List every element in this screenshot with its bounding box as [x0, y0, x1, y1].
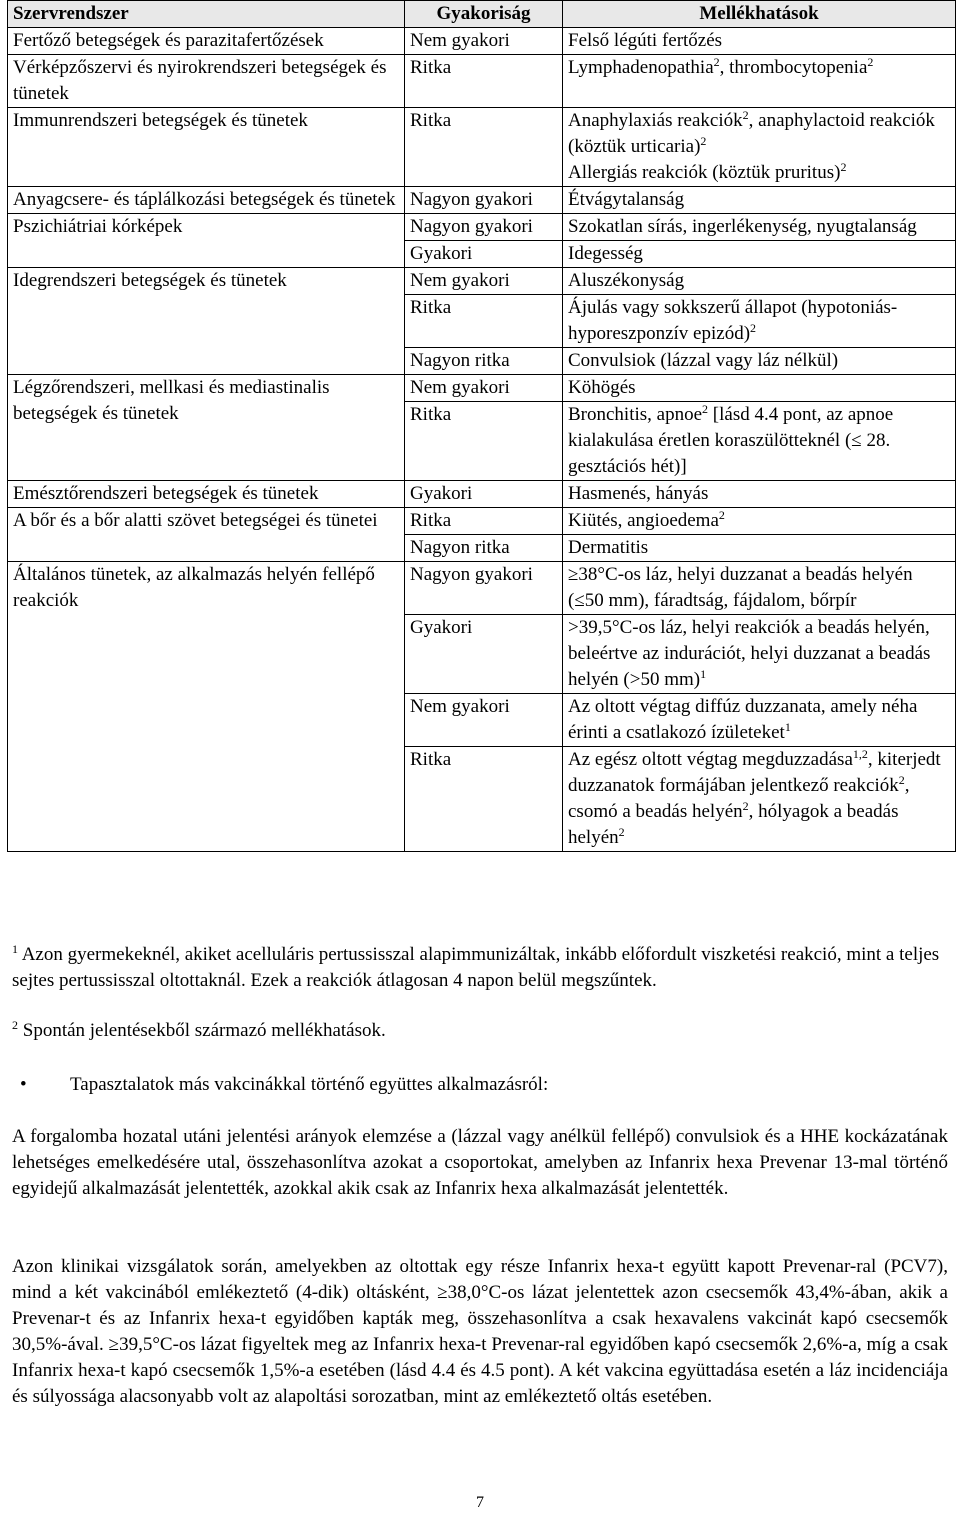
- footnote-ref: 1: [700, 667, 707, 681]
- frequency-cell: Ritka: [405, 508, 563, 535]
- footnote-ref: 2: [742, 108, 749, 122]
- effect-cell: Dermatitis: [563, 535, 956, 562]
- effect-text: , hólyagok a beadás helyén: [568, 801, 899, 848]
- effect-text: , thrombocytopenia: [719, 57, 868, 78]
- footnote-text: Spontán jelentésekből származó mellékhatások.: [18, 1020, 386, 1041]
- organ-cell: Anyagcsere- és táplálkozási betegségek és tünetek: [8, 187, 405, 214]
- table-row: [8, 55, 956, 108]
- footnote-ref: 2: [700, 134, 707, 148]
- organ-cell: Fertőző betegségek és parazitafertőzések: [8, 28, 405, 55]
- paragraph-1: A forgalomba hozatal utáni jelentési arányok elemzése a (lázzal vagy anélkül fellépő) convulsiok és a HHE kockázatának lehetséges emelkedésére utal, összehasonlítva azokat a csoportokat, amelyben az Infanrix hexa Prevenar 13-mal történő egyidejű alkalmazását jelentették, azokkal akik csak az Infanrix hexa alkalmazását jelentették.: [12, 1126, 948, 1199]
- frequency-cell: Ritka: [405, 295, 563, 348]
- organ-cell: Vérképzőszervi és nyirokrendszeri betegségek és tünetek: [8, 55, 405, 108]
- frequency-cell: Nagyon gyakori: [405, 214, 563, 241]
- effect-text: , anaphylactoid reakciók (köztük urticaria): [568, 110, 935, 157]
- table-row: [8, 268, 956, 295]
- frequency-cell: Gyakori: [405, 481, 563, 508]
- frequency-cell: Ritka: [405, 747, 563, 852]
- effect-text: , csomó a beadás helyén: [568, 775, 910, 822]
- effect-text: Az egész oltott végtag megduzzadása: [568, 749, 853, 770]
- footnote-2: [12, 1018, 948, 1044]
- footnote-ref: 2: [742, 799, 749, 813]
- table-row: [8, 562, 956, 615]
- effect-text: Ájulás vagy sokkszerű állapot (hypotoniás-hyporeszponzív epizód): [568, 297, 898, 344]
- effect-cell: Hasmenés, hányás: [563, 481, 956, 508]
- effect-text: Allergiás reakciók (köztük pruritus): [568, 162, 841, 183]
- footnote-text: Azon gyermekeknél, akiket acelluláris pertussisszal alapimmunizáltak, inkább előfordult viszketési reakció, mint a teljes sejtes pertussisszal oltottaknál. Ezek a reakciók átlagosan 4 napon belül megszűntek.: [12, 944, 940, 991]
- frequency-cell: Nagyon gyakori: [405, 562, 563, 615]
- footnote-ref: 2: [840, 160, 847, 174]
- footnote-ref: 2: [718, 508, 725, 522]
- footnote-ref: 1,2: [852, 747, 868, 761]
- footnote-ref: 2: [713, 55, 720, 69]
- table-row: [8, 187, 956, 214]
- header-organ-system: Szervrendszer: [8, 1, 405, 28]
- frequency-cell: Nem gyakori: [405, 694, 563, 747]
- table-row: [8, 508, 956, 535]
- footnote-ref: 2: [867, 55, 874, 69]
- table-header-row: [8, 1, 956, 28]
- effect-cell: Convulsiok (lázzal vagy láz nélkül): [563, 348, 956, 375]
- frequency-cell: Nagyon ritka: [405, 535, 563, 562]
- footnote-ref: 2: [750, 321, 757, 335]
- effect-text: Bronchitis, apnoe: [568, 404, 703, 425]
- effect-cell: Idegesség: [563, 241, 956, 268]
- effect-cell: [563, 55, 956, 108]
- table-row: [8, 481, 956, 508]
- effect-text: , kiterjedt duzzanatok formájában jelentkező reakciók: [568, 749, 941, 796]
- frequency-cell: Nem gyakori: [405, 375, 563, 402]
- table-row: [8, 108, 956, 187]
- organ-cell: A bőr és a bőr alatti szövet betegségei és tünetei: [8, 508, 405, 562]
- header-adverse-reactions: Mellékhatások: [563, 1, 956, 28]
- effect-cell: Felső légúti fertőzés: [563, 28, 956, 55]
- effect-text: [lásd 4.4 pont, az apnoe kialakulása éretlen koraszülötteknél (≤ 28. gesztációs hét)]: [568, 404, 894, 477]
- effect-text: Az oltott végtag diffúz duzzanata, amely néha érinti a csatlakozó ízületeket: [568, 696, 918, 743]
- frequency-cell: Gyakori: [405, 241, 563, 268]
- bullet-heading: Tapasztalatok más vakcinákkal történő együttes alkalmazásról:: [70, 1074, 549, 1095]
- effect-cell: Köhögés: [563, 375, 956, 402]
- table-row: [8, 375, 956, 402]
- effect-cell: [563, 295, 956, 348]
- effect-cell: Szokatlan sírás, ingerlékenység, nyugtalanság: [563, 214, 956, 241]
- effect-cell: ≥38°C-os láz, helyi duzzanat a beadás helyén (≤50 mm), fáradtság, fájdalom, bőrpír: [563, 562, 956, 615]
- footnote-mark: 1: [12, 942, 18, 956]
- footnote-ref: 2: [618, 825, 625, 839]
- effect-cell: [563, 508, 956, 535]
- frequency-cell: Gyakori: [405, 615, 563, 694]
- effect-cell: [563, 615, 956, 694]
- footnote-mark: 2: [12, 1018, 18, 1032]
- frequency-cell: Nagyon gyakori: [405, 187, 563, 214]
- effect-cell: [563, 108, 956, 187]
- effect-text: Lymphadenopathia: [568, 57, 714, 78]
- effect-cell: Étvágytalanság: [563, 187, 956, 214]
- footnote-ref: 1: [784, 720, 791, 734]
- effect-cell: [563, 402, 956, 481]
- organ-cell: Általános tünetek, az alkalmazás helyén fellépő reakciók: [8, 562, 405, 852]
- organ-cell: Pszichiátriai kórképek: [8, 214, 405, 268]
- effect-cell: [563, 694, 956, 747]
- effect-text: >39,5°C-os láz, helyi reakciók a beadás helyén, beleértve az indurációt, helyi duzzanat a beadás helyén (>50 mm): [568, 617, 931, 690]
- frequency-cell: Ritka: [405, 55, 563, 108]
- organ-cell: Idegrendszeri betegségek és tünetek: [8, 268, 405, 375]
- table-row: [8, 28, 956, 55]
- bullet-icon: •: [20, 1074, 27, 1095]
- footnote-ref: 2: [898, 773, 905, 787]
- organ-cell: Immunrendszeri betegségek és tünetek: [8, 108, 405, 187]
- frequency-cell: Nem gyakori: [405, 28, 563, 55]
- organ-cell: Légzőrendszeri, mellkasi és mediastinalis betegségek és tünetek: [8, 375, 405, 481]
- adverse-reactions-table: [7, 0, 956, 852]
- frequency-cell: Ritka: [405, 402, 563, 481]
- effect-cell: [563, 747, 956, 852]
- table-row: [8, 214, 956, 241]
- footnote-ref: 2: [702, 402, 709, 416]
- effect-text: Anaphylaxiás reakciók: [568, 110, 743, 131]
- effect-text: Kiütés, angioedema: [568, 510, 719, 531]
- footnote-1: [12, 942, 948, 994]
- frequency-cell: Ritka: [405, 108, 563, 187]
- frequency-cell: Nagyon ritka: [405, 348, 563, 375]
- frequency-cell: Nem gyakori: [405, 268, 563, 295]
- page-number: 7: [476, 1494, 484, 1511]
- header-frequency: Gyakoriság: [405, 1, 563, 28]
- effect-cell: Aluszékonyság: [563, 268, 956, 295]
- organ-cell: Emésztőrendszeri betegségek és tünetek: [8, 481, 405, 508]
- paragraph-2: Azon klinikai vizsgálatok során, amelyekben az oltottak egy része Infanrix hexa-t együtt kapott Prevenar-ral (PCV7), mind a két vakcinából emlékeztető (4-dik) oltásként, ≥38,0°C-os lázat jelentettek azon csecsemők 43,4%-ában, akik a Prevenar-t és az Infanrix hexa-t egyidőben kapták meg, összehasonlítva a csak hexavalens vakcinát kapó csecsemők 30,5%-ával. ≥39,5°C-os lázat figyeltek meg az Infanrix hexa-t Prevenar-ral egyidőben kapó csecsemők 2,6%-a, míg a csak Infanrix hexa-t kapó csecsemők 1,5%-a esetében (lásd 4.4 és 4.5 pont). A két vakcina együttadása esetén a láz incidenciája és súlyossága alacsonyabb volt az alapoltási sorozatban, mint az emlékeztető oltás esetében.: [12, 1256, 948, 1407]
